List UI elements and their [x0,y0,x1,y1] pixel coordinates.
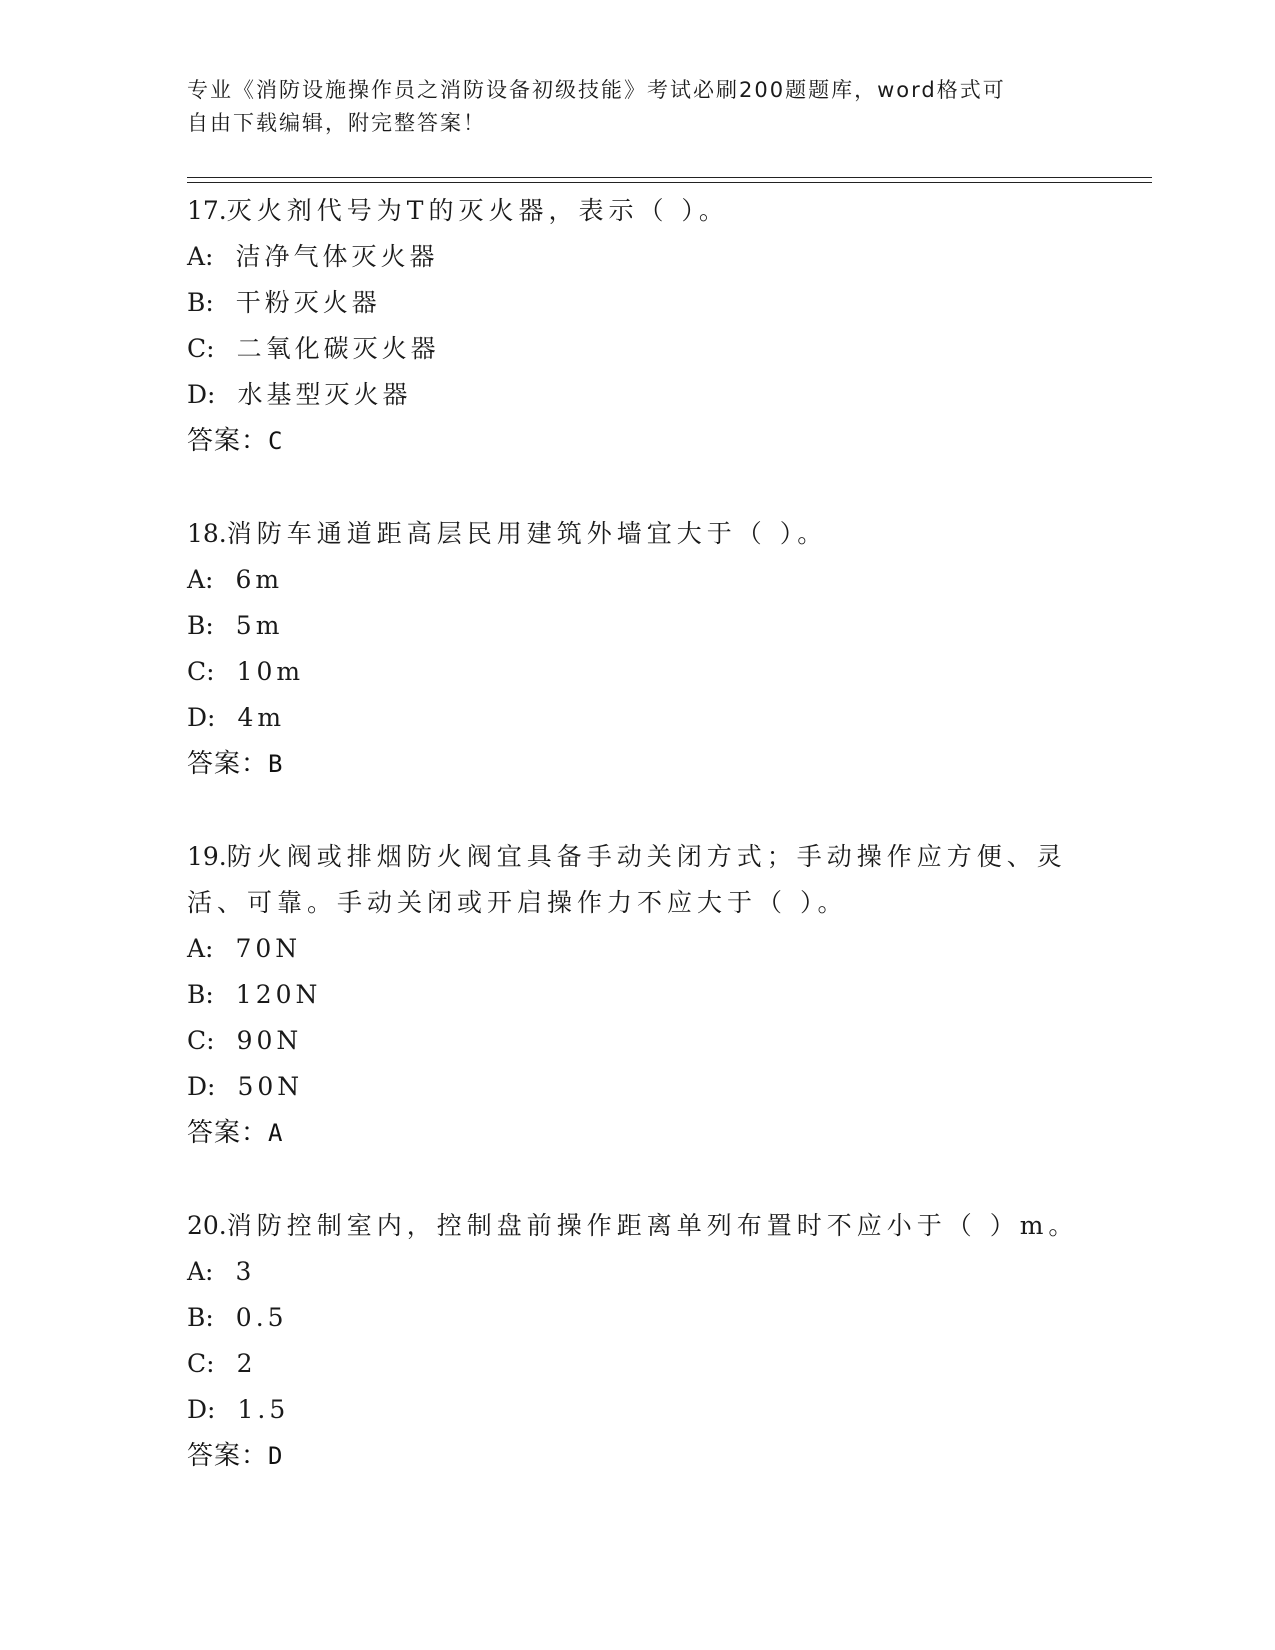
option-text: 10m [236,657,305,686]
option-c [187,326,1117,372]
option-text: 水基型灭火器 [237,380,412,409]
answer-label: 答案： [187,1118,269,1148]
option-b [187,1295,1117,1341]
option-c [187,649,1117,695]
option-a [187,234,1117,280]
question-number: 20. [187,1211,227,1240]
answer-line [187,1110,1117,1156]
option-letter: C: [187,334,215,363]
question-stem [187,511,1117,557]
option-text: 120N [235,980,322,1009]
option-letter: D: [187,1072,216,1101]
option-a [187,926,1117,972]
option-text: 0.5 [235,1303,288,1332]
answer-value: D [268,1442,284,1470]
option-text: 90N [236,1026,303,1055]
answer-label: 答案： [187,1441,269,1471]
document-header [187,74,1067,140]
option-letter: C: [187,657,215,686]
question-stem [187,188,1117,234]
header-divider-bottom [187,182,1152,183]
option-letter: A: [187,934,214,963]
question-list [187,188,1117,1526]
option-text: 1.5 [237,1395,290,1424]
question-text: 灭火剂代号为T的灭火器，表示（ ）。 [226,196,729,225]
option-text: 50N [237,1072,304,1101]
option-c [187,1018,1117,1064]
option-text: 2 [236,1349,257,1378]
question-stem [187,834,1117,926]
option-letter: B: [187,611,214,640]
answer-value: B [268,750,284,778]
option-letter: C: [187,1026,215,1055]
option-text: 洁净气体灭火器 [235,242,439,271]
option-b [187,603,1117,649]
option-letter: D: [187,380,216,409]
answer-label: 答案： [187,426,269,456]
answer-label: 答案： [187,749,269,779]
question-text: 消防车通道距高层民用建筑外墙宜大于（ ）。 [226,519,828,548]
option-letter: A: [187,1257,214,1286]
answer-value: C [268,427,284,455]
option-d [187,372,1117,418]
option-text: 二氧化碳灭火器 [236,334,440,363]
question-number: 18. [187,519,227,548]
option-letter: A: [187,565,214,594]
option-text: 6m [235,565,284,594]
answer-line [187,1433,1117,1479]
option-letter: B: [187,1303,214,1332]
option-text: 4m [237,703,286,732]
option-text: 3 [235,1257,256,1286]
question-19 [187,834,1117,1156]
option-letter: A: [187,242,214,271]
option-d [187,1064,1117,1110]
question-number: 17. [187,196,227,225]
answer-line [187,418,1117,464]
option-letter: D: [187,1395,216,1424]
option-letter: B: [187,288,214,317]
option-d [187,1387,1117,1433]
option-a [187,557,1117,603]
question-18 [187,511,1117,787]
option-text: 5m [235,611,284,640]
header-divider-top [187,177,1152,178]
question-17 [187,188,1117,464]
option-b [187,280,1117,326]
question-number: 19. [187,842,227,871]
option-letter: C: [187,1349,215,1378]
option-text: 70N [235,934,302,963]
question-text: 消防控制室内，控制盘前操作距离单列布置时不应小于（ ）m。 [226,1211,1079,1240]
option-b [187,972,1117,1018]
option-a [187,1249,1117,1295]
question-20 [187,1203,1117,1479]
option-c [187,1341,1117,1387]
header-line-2: 自由下载编辑，附完整答案！ [187,111,486,135]
question-text: 防火阀或排烟防火阀宜具备手动关闭方式；手动操作应方便、灵活、可靠。手动关闭或开启操作力不应大于（ ）。 [187,842,1067,917]
header-line-1: 专业《消防设施操作员之消防设备初级技能》考试必刷200题题库，word格式可 [187,78,1006,102]
option-d [187,695,1117,741]
option-letter: D: [187,703,216,732]
option-text: 干粉灭火器 [235,288,381,317]
answer-line [187,741,1117,787]
question-stem [187,1203,1117,1249]
answer-value: A [268,1119,284,1147]
option-letter: B: [187,980,214,1009]
